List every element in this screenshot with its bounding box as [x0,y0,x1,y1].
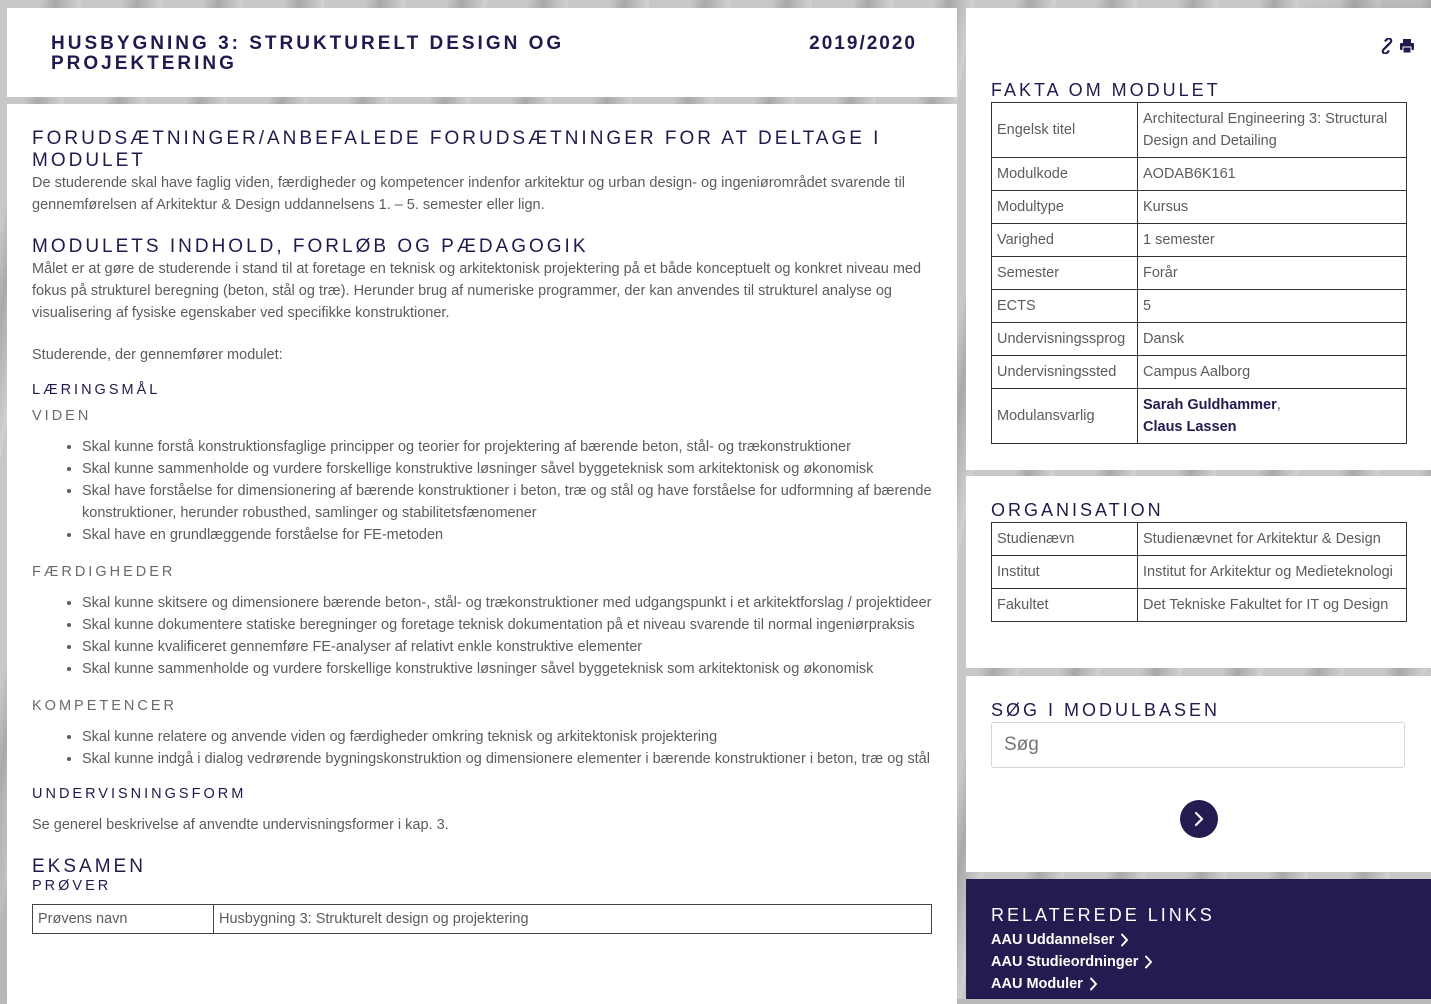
content-text: Målet er at gøre de studerende i stand til at foretage en teknisk og arkitektonisk projektering på et både konceptuelt og konkret niveau med fokus på strukturel beregning (beton, stål og træ). Herunder brug af numeriske programmer, der kan anvendes til strukturel analyse og visualisering af fysiske egenskaber ved specifikke konstruktioner. [32,261,922,321]
exam-sub-heading: PRØVER [32,878,112,894]
competence-heading: KOMPETENCER [32,698,177,714]
organisation-heading: ORGANISATION [991,500,1164,520]
knowledge-heading: VIDEN [32,408,92,424]
content-heading: MODULETS INDHOLD, FORLØB OG PÆDAGOGIK [32,236,589,257]
fact-key: Modultype [992,191,1138,224]
fact-key: Varighed [992,224,1138,257]
facts-heading: FAKTA OM MODULET [991,80,1221,100]
table-row [33,905,932,934]
teaching-text: Se generel beskrivelse af anvendte undervisningsformer i kap. 3. [32,817,449,833]
list-item: • Skal kunne forstå konstruktionsfaglige principper og teorier for projektering af bærende beton, stål- og trækonstruktioner [82,436,932,458]
facts-table [991,102,1407,444]
fact-key: ECTS [992,290,1138,323]
table-row [992,556,1407,589]
table-row [992,589,1407,622]
content-intro: Studerende, der gennemfører modulet: [32,347,283,363]
related-links-panel [966,879,1431,999]
fact-value: 1 semester [1138,224,1407,257]
list-item: • Skal kunne indgå i dialog vedrørende bygningskonstruktion og dimensionere elementer i bærende konstruktioner i beton, træ og stål [82,748,932,770]
fact-key: Engelsk titel [992,103,1138,158]
table-row [992,523,1407,556]
link-label: AAU Moduler [991,976,1083,992]
academic-year: 2019/2020 [809,33,917,54]
list-item: • Skal kunne dokumentere statiske beregninger og foretage teknisk dokumentation på et niveau svarende til normal ingeniørpraksis [82,614,932,636]
search-heading: SØG I MODULBASEN [991,700,1221,720]
related-links-list [991,929,1153,995]
table-row [992,323,1407,356]
list-item: • Skal have en grundlæggende forståelse for FE-metoden [82,524,932,546]
teaching-heading: UNDERVISNINGSFORM [32,786,247,802]
fact-value: Architectural Engineering 3: Structural Design and Detailing [1138,103,1407,158]
list-item: • Skal have forståelse for dimensionering af bærende konstruktioner i beton, træ og stål og have forståelse for udformning af bærende konstruktioner, herunder robusthed, samlinger og stabilitetsfænomener [82,480,932,524]
exam-value: Husbygning 3: Strukturelt design og projektering [214,905,932,934]
exam-table [32,904,932,934]
responsible-person-link[interactable]: Sarah Guldhammer [1143,397,1277,413]
prereq-text: De studerende skal have faglig viden, færdigheder og kompetencer indenfor arkitektur og urban design- og ingeniørområdet svarende til gennemførelsen af Arkitektur & Design uddannelsens 1. – 5. semester eller lign. [32,175,905,213]
search-submit-button[interactable] [1180,800,1218,838]
link-icon[interactable] [1379,38,1395,54]
skills-heading: FÆRDIGHEDER [32,564,176,580]
chevron-right-icon [1089,977,1098,991]
table-row [992,389,1407,444]
page-title: HUSBYGNING 3: STRUKTURELT DESIGN OG PROJEKTERING [51,33,565,74]
organisation-table [991,522,1407,622]
skills-list [32,592,932,680]
table-row [992,191,1407,224]
table-row [992,290,1407,323]
fact-value: AODAB6K161 [1138,158,1407,191]
facts-panel [966,8,1431,470]
org-value: Det Tekniske Fakultet for IT og Design [1138,589,1407,622]
exam-heading: EKSAMEN [32,856,146,877]
list-item: • Skal kunne sammenholde og vurdere forskellige konstruktive løsninger såvel byggeteknisk som arkitektonisk og økonomisk [82,658,932,680]
page-header [7,8,957,97]
table-row [992,257,1407,290]
related-link-studieordninger[interactable] [991,951,1153,973]
print-icon[interactable] [1399,38,1415,54]
org-key: Fakultet [992,589,1138,622]
fact-value: Kursus [1138,191,1407,224]
separator: , [1276,397,1281,413]
module-description [7,104,957,1004]
competence-list [32,726,932,770]
list-item: • Skal kunne sammenholde og vurdere forskellige konstruktive løsninger såvel byggeteknisk som arkitektonisk og økonomisk [82,458,932,480]
search-input[interactable] [991,722,1405,768]
org-value: Institut for Arkitektur og Medieteknologi [1138,556,1407,589]
related-link-uddannelser[interactable] [991,929,1153,951]
fact-value: Forår [1138,257,1407,290]
prereq-heading: FORUDSÆTNINGER/ANBEFALEDE FORUDSÆTNINGER FOR AT DELTAGE I MODULET [32,128,882,171]
fact-key: Modulkode [992,158,1138,191]
fact-key: Undervisningssted [992,356,1138,389]
chevron-right-icon [1193,811,1205,827]
list-item: • Skal kunne skitsere og dimensionere bærende beton-, stål- og trækonstruktioner med udgangspunkt i et arkitektforslag / projektideer [82,592,932,614]
related-links-heading: RELATEREDE LINKS [991,905,1215,925]
fact-value [1138,389,1407,444]
link-label: AAU Studieordninger [991,954,1139,970]
related-link-moduler[interactable] [991,973,1153,995]
org-key: Institut [992,556,1138,589]
fact-key: Modulansvarlig [992,389,1138,444]
fact-value: 5 [1138,290,1407,323]
link-label: AAU Uddannelser [991,932,1115,948]
list-item: • Skal kunne relatere og anvende viden og færdigheder omkring teknisk og arkitektonisk projektering [82,726,932,748]
fact-value: Dansk [1138,323,1407,356]
list-item: • Skal kunne kvalificeret gennemføre FE-analyser af relativt enkle konstruktive elementer [82,636,932,658]
fact-value: Campus Aalborg [1138,356,1407,389]
knowledge-list [32,436,932,546]
tools [1379,38,1415,54]
fact-key: Semester [992,257,1138,290]
exam-key: Prøvens navn [33,905,214,934]
search-panel [966,676,1431,872]
org-key: Studienævn [992,523,1138,556]
fact-key: Undervisningssprog [992,323,1138,356]
table-row [992,356,1407,389]
chevron-right-icon [1144,955,1153,969]
organisation-panel [966,476,1431,668]
chevron-right-icon [1120,933,1129,947]
table-row [992,158,1407,191]
table-row [992,103,1407,158]
table-row [992,224,1407,257]
learning-goals-heading: LÆRINGSMÅL [32,382,161,398]
org-value: Studienævnet for Arkitektur & Design [1138,523,1407,556]
responsible-person-link[interactable]: Claus Lassen [1143,419,1237,435]
